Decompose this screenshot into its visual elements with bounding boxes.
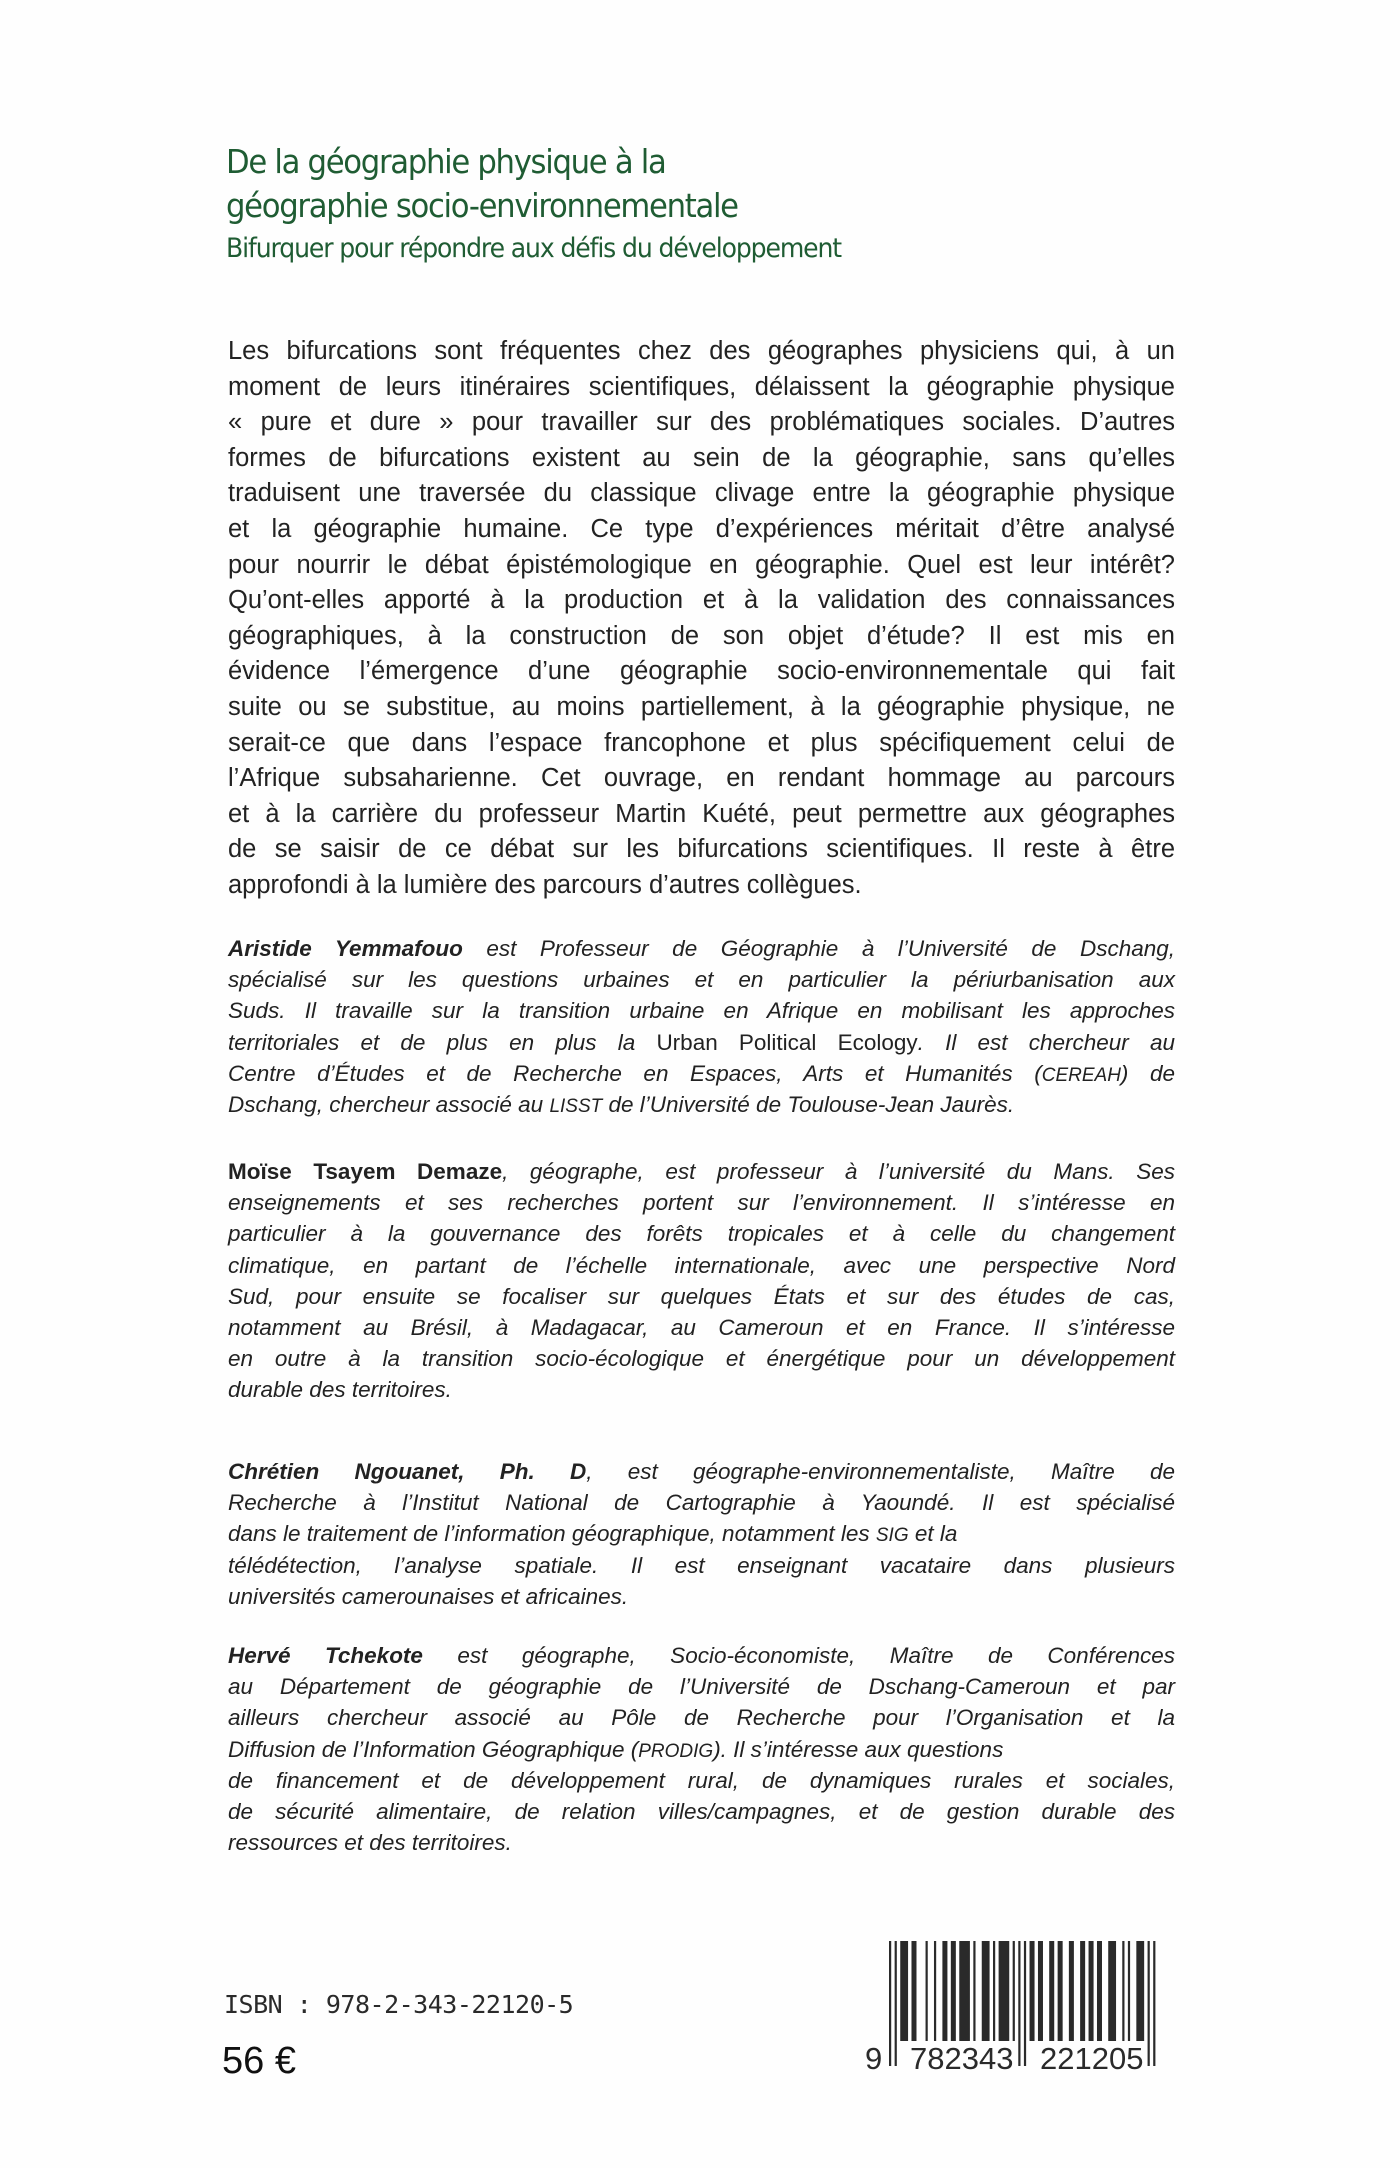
- summary-line: traduisent une traversée du classique clivage entre la géographie physique: [228, 479, 1175, 508]
- summary-line: pour nourrir le débat épistémologique en géographie. Quel est leur intérêt?: [228, 550, 1175, 579]
- bio-text: Dschang, chercheur associé au: [228, 1091, 550, 1117]
- bio-text: Sud, pour ensuite se focaliser sur quelques États et sur des études de cas,: [228, 1283, 1175, 1309]
- bio-text: universités camerounaises et africaines.: [228, 1583, 629, 1609]
- barcode-bar: [973, 1941, 975, 2041]
- bio-text: Recherche à l’Institut National de Cartographie à Yaoundé. Il est spécialisé: [228, 1490, 1175, 1516]
- bio-line: [228, 1343, 1175, 1374]
- bio-text: et la: [908, 1521, 958, 1547]
- barcode-bar: [1136, 1941, 1144, 2041]
- bio-line: [228, 1156, 1175, 1187]
- barcode-bar: [959, 1941, 970, 2041]
- bio-line: [228, 1702, 1175, 1733]
- author-name: Aristide Yemmafouo: [228, 936, 463, 961]
- bio-line: [228, 1518, 1175, 1549]
- summary-line: approfondi à la lumière des parcours d’autres collègues.: [228, 870, 862, 899]
- bio-text: de financement et de développement rural, de dynamiques rurales et sociales,: [228, 1767, 1175, 1793]
- barcode-bar: [993, 1941, 995, 2041]
- bio-text: Urban Political Ecology: [656, 1029, 918, 1055]
- barcode-bar: [1030, 1941, 1035, 2041]
- bio-text: en outre à la transition socio-écologique et énergétique pour un développement: [228, 1346, 1175, 1372]
- barcode-bar: [1108, 1941, 1116, 2041]
- barcode-bar: [1049, 1941, 1054, 2041]
- book-title-line-1: De la géographie physique à la: [226, 142, 666, 181]
- bio-text: notamment au Brésil, à Madagacar, au Cameroun et en France. Il s’intéresse: [228, 1314, 1175, 1340]
- summary-line: évidence l’émergence d’une géographie socio-environnementale qui fait: [228, 657, 1175, 686]
- book-title-line-2: géographie socio-environnementale: [226, 186, 738, 225]
- barcode-bar: [900, 1941, 908, 2041]
- bio-text: télédétection, l’analyse spatiale. Il est enseignant vacataire dans plusieurs: [228, 1552, 1175, 1578]
- bio-text: Diffusion de l’Information Géographique (: [228, 1736, 639, 1762]
- summary-line: serait-ce que dans l’espace francophone et plus spécifiquement celui de: [228, 728, 1175, 757]
- bio-line: [228, 995, 1175, 1026]
- barcode-guard-bar: [895, 1941, 897, 2066]
- bio-text: spécialisé sur les questions urbaines et en particulier la périurbanisation aux: [228, 967, 1175, 993]
- bio-line: [228, 1187, 1175, 1218]
- summary-line: moment de leurs itinéraires scientifiques, délaissent la géographie physique: [228, 372, 1175, 401]
- bio-text: , géographe, est professeur à l’université du Mans. Ses: [502, 1159, 1175, 1184]
- bio-line: [228, 1250, 1175, 1281]
- bio-text: de l’Université de Toulouse-Jean Jaurès.: [602, 1091, 1015, 1117]
- bio-line: [228, 1058, 1175, 1089]
- bio-line: [228, 1734, 1175, 1765]
- bio-line: [228, 1765, 1175, 1796]
- bio-line: [228, 964, 1175, 995]
- summary-line: l’Afrique subsaharienne. Cet ouvrage, en rendant hommage au parcours: [228, 764, 1175, 793]
- bio-line: [228, 1581, 1175, 1612]
- barcode-bar: [1013, 1941, 1015, 2041]
- barcode-guard-bar: [1148, 1941, 1150, 2066]
- bio-text: durable des territoires.: [228, 1377, 452, 1403]
- author-name: Hervé Tchekote: [228, 1643, 423, 1668]
- bio-line: [228, 1312, 1175, 1343]
- summary-line: et à la carrière du professeur Martin Kuété, peut permettre aux géographes: [228, 799, 1175, 828]
- barcode-graphic: [860, 1938, 1180, 2078]
- summary-line: et la géographie humaine. Ce type d’expériences méritait d’être analysé: [228, 514, 1175, 543]
- barcode-left-digits: 782343: [910, 2041, 1014, 2076]
- bio-text: est Professeur de Géographie à l’Université de Dschang,: [462, 936, 1175, 961]
- bio-line: [228, 1089, 1175, 1120]
- barcode-bar: [1128, 1941, 1130, 2041]
- barcode-first-digit: 9: [865, 2041, 883, 2076]
- author-name: Chrétien Ngouanet, Ph. D: [228, 1459, 587, 1484]
- summary-line: de se saisir de ce débat sur les bifurcations scientifiques. Il reste à être: [228, 835, 1175, 864]
- acronym: LISST: [549, 1095, 603, 1117]
- summary-line: Les bifurcations sont fréquentes chez des géographes physiciens qui, à un: [228, 337, 1175, 365]
- isbn-label: ISBN : 978-2-343-22120-5: [224, 1990, 574, 2019]
- barcode-guard-bar: [1018, 1941, 1020, 2066]
- bio-line: [228, 1550, 1175, 1581]
- bio-line: [228, 1218, 1175, 1249]
- bio-text: de sécurité alimentaire, de relation villes/campagnes, et de gestion durable des: [228, 1798, 1175, 1824]
- bio-line: [228, 1027, 1175, 1058]
- bio-line: [228, 1640, 1175, 1671]
- bio-text: . Il est chercheur au: [917, 1029, 1175, 1055]
- bio-text: ). Il s’intéresse aux questions: [713, 1736, 1004, 1762]
- summary-line: Qu’ont-elles apporté à la production et à la validation des connaissances: [228, 586, 1175, 615]
- bio-line: [228, 1796, 1175, 1827]
- barcode-bar: [1089, 1941, 1094, 2041]
- bio-text: Centre d’Études et de Recherche en Espaces, Arts et Humanités (: [228, 1060, 1042, 1086]
- author-bio-ngouanet: [228, 1456, 1175, 1612]
- author-name: Moïse Tsayem Demaze: [228, 1159, 503, 1184]
- bio-text: climatique, en partant de l’échelle internationale, avec une perspective Nord: [228, 1252, 1175, 1278]
- bio-line: [228, 1487, 1175, 1518]
- barcode-bar: [1080, 1941, 1085, 2041]
- bio-text: ) de: [1120, 1060, 1175, 1086]
- acronym: CEREAH: [1041, 1064, 1121, 1086]
- barcode-bar: [911, 1941, 916, 2041]
- bio-text: dans le traitement de l’information géographique, notamment les: [228, 1521, 876, 1547]
- barcode-bar: [926, 1941, 928, 2041]
- acronym: PRODIG: [638, 1740, 714, 1762]
- barcode-bar: [1038, 1941, 1043, 2041]
- barcode-bar: [982, 1941, 990, 2041]
- barcode-bar: [1069, 1941, 1074, 2041]
- barcode-bar: [951, 1941, 956, 2041]
- barcode-guard-bar: [1024, 1941, 1026, 2066]
- summary-paragraph: [228, 334, 1175, 904]
- bio-text: particulier à la gouvernance des forêts tropicales et à celle du changement: [228, 1221, 1175, 1247]
- bio-line: [228, 1281, 1175, 1312]
- summary-line: « pure et dure » pour travailler sur des problématiques sociales. D’autres: [228, 408, 1175, 437]
- barcode-bar: [934, 1941, 936, 2041]
- bio-line: [228, 1374, 1175, 1405]
- bio-text: est géographe, Socio-économiste, Maître de Conférences: [422, 1643, 1175, 1668]
- author-bio-yemmafouo: [228, 933, 1175, 1120]
- bio-line: [228, 933, 1175, 964]
- barcode-right-digits: 221205: [1040, 2041, 1144, 2076]
- bio-text: Suds. Il travaille sur la transition urbaine en Afrique en mobilisant les approches: [228, 998, 1175, 1024]
- bio-line: [228, 1671, 1175, 1702]
- book-subtitle: Bifurquer pour répondre aux défis du développement: [226, 233, 842, 264]
- bio-line: [228, 1827, 1175, 1858]
- barcode-bar: [1097, 1941, 1102, 2041]
- barcode-bar: [1122, 1941, 1124, 2041]
- title-block: [226, 140, 1186, 268]
- bio-text: , est géographe-environnementaliste, Maître de: [586, 1459, 1175, 1484]
- price-label: 56 €: [222, 2040, 296, 2082]
- barcode-bar: [1058, 1941, 1063, 2041]
- bio-text: ailleurs chercheur associé au Pôle de Recherche pour l’Organisation et la: [228, 1705, 1175, 1731]
- bio-line: [228, 1456, 1175, 1487]
- barcode-bar: [942, 1941, 947, 2041]
- author-bio-tchekote: [228, 1640, 1175, 1858]
- acronym: SIG: [875, 1525, 909, 1547]
- barcode-guard-bar: [889, 1941, 891, 2066]
- barcode-guard-bar: [1153, 1941, 1155, 2066]
- bio-text: territoriales et de plus en plus la: [228, 1029, 657, 1055]
- summary-line: suite ou se substitue, au moins partiellement, à la géographie physique, ne: [228, 692, 1175, 721]
- bio-text: au Département de géographie de l’Université de Dschang-Cameroun et par: [228, 1674, 1175, 1700]
- bio-text: ressources et des territoires.: [228, 1830, 512, 1856]
- bio-text: enseignements et ses recherches portent sur l’environnement. Il s’intéresse en: [228, 1190, 1175, 1216]
- barcode-bar: [999, 1941, 1010, 2041]
- ean13-barcode: [860, 1938, 1180, 2078]
- author-bio-tsayem-demaze: [228, 1156, 1175, 1406]
- summary-line: géographiques, à la construction de son objet d’étude? Il est mis en: [228, 621, 1175, 650]
- summary-line: formes de bifurcations existent au sein de la géographie, sans qu’elles: [228, 443, 1175, 472]
